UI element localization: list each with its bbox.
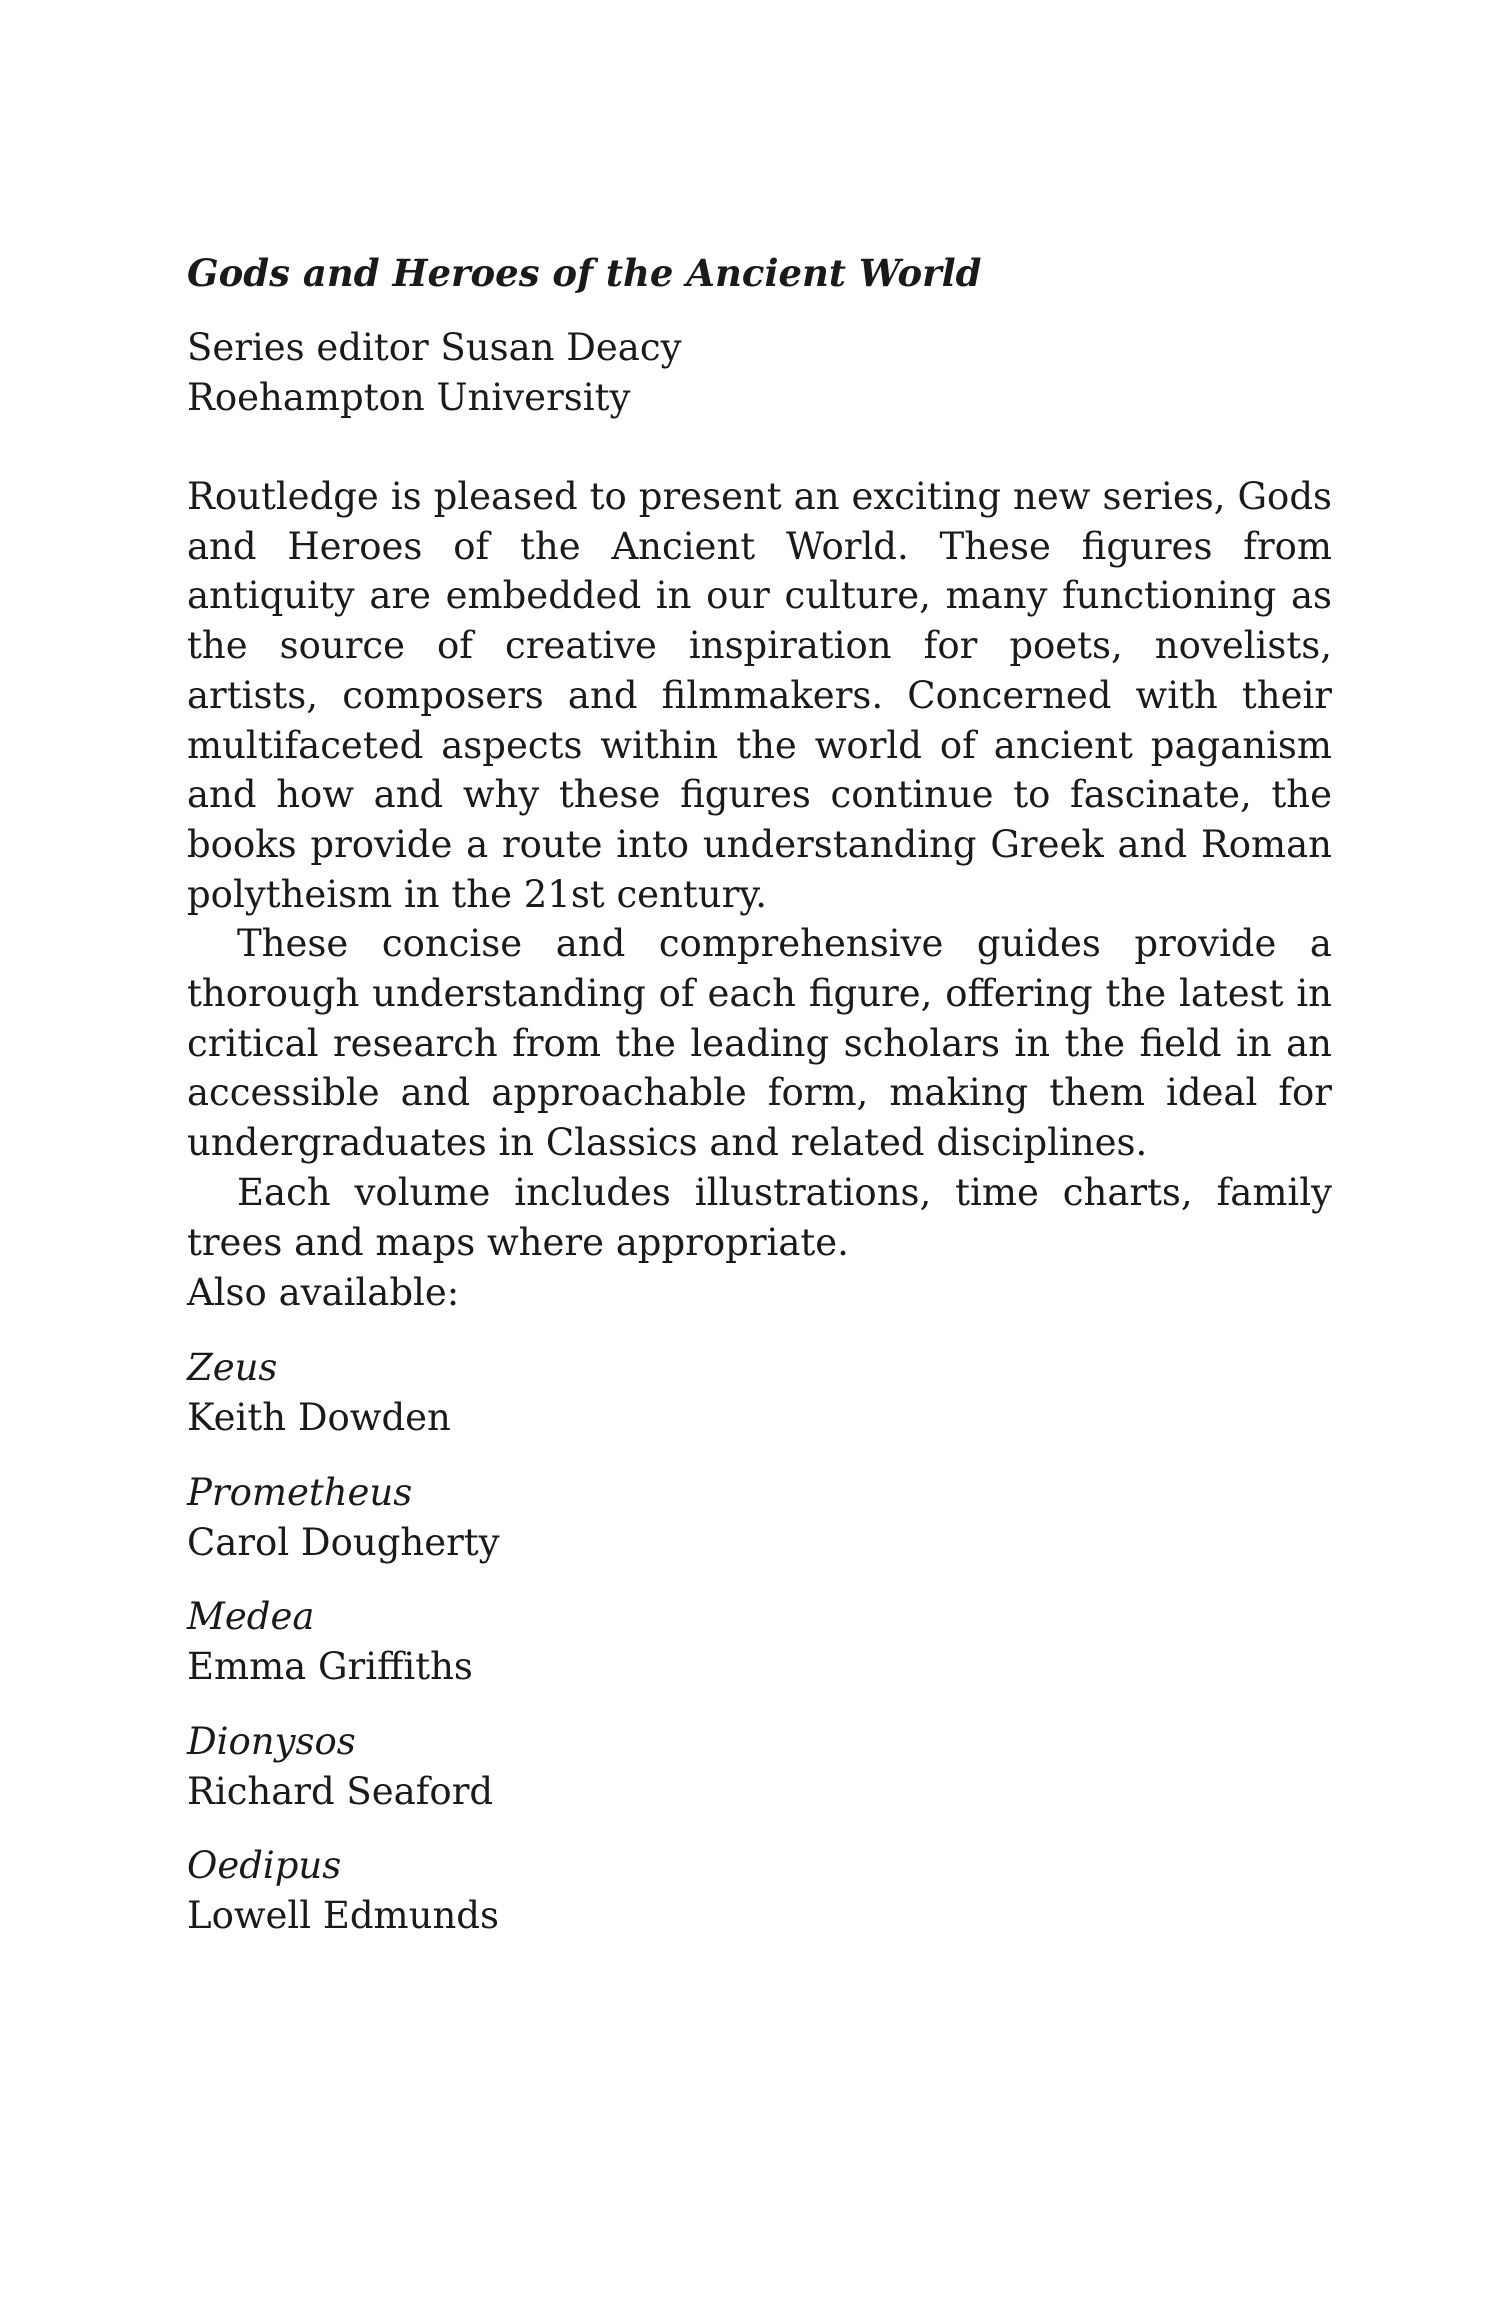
book-title: Oedipus [187,1844,342,1887]
also-available-heading: Also available: [187,1271,460,1314]
description-paragraph: Routledge is pleased to present an exciting new series, Gods and Heroes of the Ancient World. These figures from antiquity are embedded in our culture, many functioning as the source of creative inspiration for poets, novelists, artists, composers and filmmakers. Concerned with their multifaceted aspects within the world of ancient paganism and how and why these figures continue to fascinate, the books provide a route into understanding Greek and Roman polytheism in the 21st century. [187,475,1332,916]
book-title: Dionysos [187,1719,356,1763]
book-entry [187,1841,500,1941]
book-entry [187,1343,500,1443]
book-author: Richard Seaford [187,1769,494,1813]
series-editor: Series editor Susan Deacy [187,326,682,369]
book-author: Carol Dougherty [187,1520,500,1564]
series-editor-block [187,323,681,423]
book-author: Emma Griffiths [187,1645,473,1688]
book-entry [187,1592,500,1692]
series-description [187,472,1332,1267]
editor-affiliation: Roehampton University [187,376,631,419]
book-title: Prometheus [187,1470,413,1514]
book-entry [187,1468,500,1568]
series-title: Gods and Heroes of the Ancient World [187,251,982,295]
book-author: Keith Dowden [187,1396,451,1439]
book-title: Medea [187,1595,315,1638]
description-paragraph: Each volume includes illustrations, time charts, family trees and maps where appropriate. [187,1170,1332,1264]
book-author: Lowell Edmunds [187,1894,499,1937]
description-paragraph: These concise and comprehensive guides provide a thorough understanding of each figure, offering the latest in critical research from the leading scholars in the field in an accessible and approachable form, making them ideal for undergraduates in Classics and related disciplines. [187,922,1332,1165]
book-entry [187,1717,500,1817]
book-list [187,1343,500,1966]
book-title: Zeus [187,1346,278,1389]
